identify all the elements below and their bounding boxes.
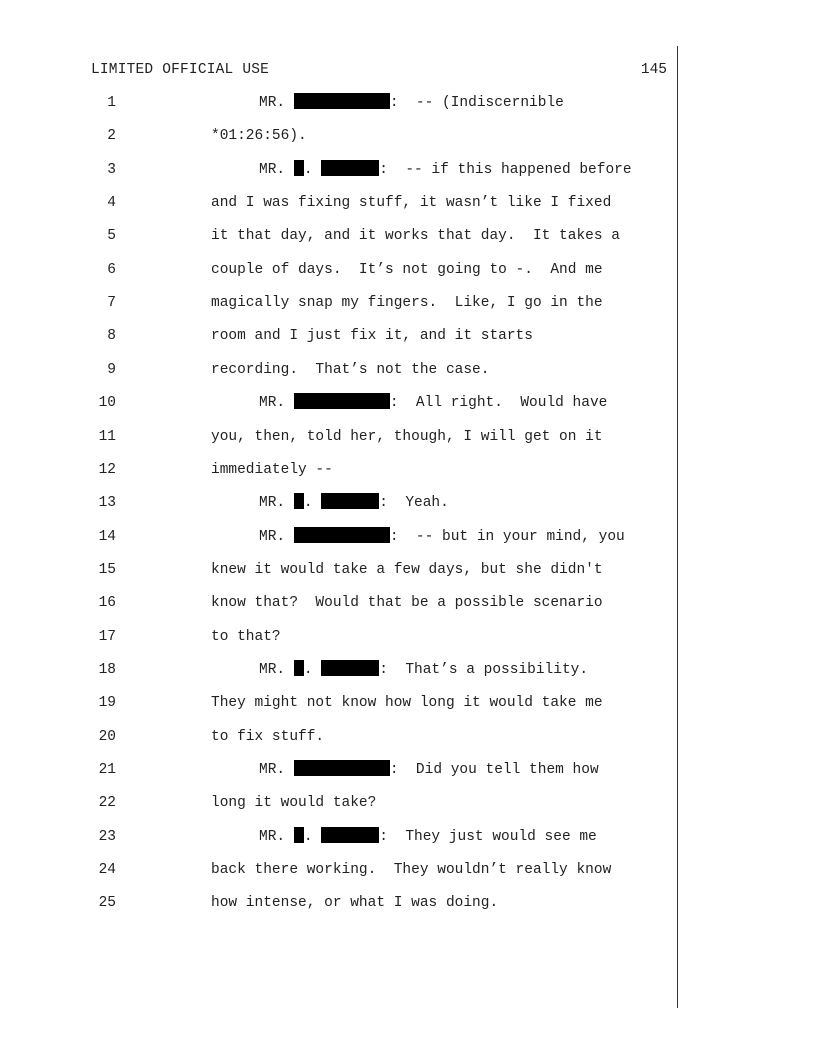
speaker-prefix: MR.	[259, 661, 294, 678]
transcript-line	[0, 859, 700, 881]
line-number: 2	[107, 128, 116, 145]
transcript-line	[0, 225, 700, 247]
line-number: 1	[107, 95, 116, 111]
line-number: 9	[107, 361, 116, 378]
transcript-line	[0, 259, 700, 281]
line-number: 13	[98, 495, 116, 512]
redaction-box	[321, 160, 379, 176]
speaker-prefix: MR.	[259, 495, 294, 512]
redaction-box	[294, 660, 304, 676]
line-number: 19	[98, 695, 116, 712]
line-number: 6	[107, 261, 116, 278]
line-number: 25	[98, 895, 116, 912]
line-number: 16	[98, 595, 116, 612]
speaker-prefix: MR.	[259, 95, 294, 111]
line-text: knew it would take a few days, but she didn't	[211, 561, 603, 578]
transcript-line	[0, 325, 700, 347]
transcript-line	[0, 759, 700, 781]
transcript-line	[0, 792, 700, 814]
spoken-text: : -- (Indiscernible	[389, 95, 564, 111]
line-text: long it would take?	[211, 795, 377, 812]
line-text: *01:26:56).	[211, 128, 307, 145]
line-text: to that?	[211, 628, 281, 645]
line-number: 12	[98, 461, 116, 478]
transcript-line	[0, 826, 700, 848]
line-number: 23	[98, 828, 116, 845]
redaction-box	[294, 93, 390, 109]
transcript-line	[0, 192, 700, 214]
speaker-line	[259, 392, 607, 414]
line-text: to fix stuff.	[211, 728, 325, 745]
line-text: it that day, and it works that day. It takes a	[211, 228, 620, 245]
line-text: They might not know how long it would take me	[211, 695, 603, 712]
transcript-line	[0, 292, 700, 314]
line-text: immediately --	[211, 461, 333, 478]
transcript-line	[0, 392, 700, 414]
transcript-line	[0, 892, 700, 914]
spoken-text: : -- but in your mind, you	[389, 528, 625, 545]
transcript-line	[0, 726, 700, 748]
spoken-text: : Yeah.	[379, 495, 449, 512]
speaker-prefix: MR.	[259, 528, 294, 545]
line-text: recording. That’s not the case.	[211, 361, 490, 378]
speaker-line	[259, 759, 599, 781]
redaction-box	[321, 827, 379, 843]
line-number: 22	[98, 795, 116, 812]
redaction-box	[294, 827, 304, 843]
initial-period: .	[303, 495, 322, 512]
speaker-line	[259, 659, 588, 681]
transcript-line	[0, 492, 700, 514]
spoken-text: : They just would see me	[379, 828, 597, 845]
line-number: 4	[107, 195, 116, 212]
transcript-line	[0, 359, 700, 381]
speaker-line	[259, 92, 564, 114]
line-text: magically snap my fingers. Like, I go in the	[211, 295, 603, 312]
line-number: 5	[107, 228, 116, 245]
redaction-box	[294, 160, 304, 176]
transcript-line	[0, 459, 700, 481]
line-number: 3	[107, 161, 116, 178]
line-number: 10	[98, 395, 116, 412]
speaker-prefix: MR.	[259, 762, 294, 778]
transcript-line	[0, 659, 700, 681]
transcript-line	[0, 125, 700, 147]
line-number: 21	[98, 762, 116, 778]
line-text: and I was fixing stuff, it wasn’t like I fixed	[211, 195, 612, 212]
initial-period: .	[303, 161, 322, 178]
speaker-prefix: MR.	[259, 161, 294, 178]
speaker-prefix: MR.	[259, 828, 294, 845]
transcript-line	[0, 159, 700, 181]
redaction-box	[294, 760, 390, 776]
line-text: room and I just fix it, and it starts	[211, 328, 533, 345]
transcript-line	[0, 626, 700, 648]
redaction-box	[294, 493, 304, 509]
redaction-box	[294, 527, 390, 543]
line-text: know that? Would that be a possible scenario	[211, 595, 603, 612]
speaker-line	[259, 159, 632, 181]
line-text: back there working. They wouldn’t really know	[211, 862, 612, 879]
initial-period: .	[303, 661, 322, 678]
line-number: 7	[107, 295, 116, 312]
speaker-line	[259, 826, 597, 848]
speaker-prefix: MR.	[259, 395, 294, 412]
transcript-line	[0, 526, 700, 548]
line-number: 15	[98, 561, 116, 578]
redaction-box	[321, 493, 379, 509]
transcript-line	[0, 692, 700, 714]
initial-period: .	[303, 828, 322, 845]
line-number: 18	[98, 661, 116, 678]
transcript-line	[0, 92, 700, 114]
spoken-text: : That’s a possibility.	[379, 661, 589, 678]
redaction-box	[294, 393, 390, 409]
classification-header: LIMITED OFFICIAL USE	[91, 62, 270, 78]
transcript-line	[0, 559, 700, 581]
line-text: couple of days. It’s not going to -. And me	[211, 261, 603, 278]
line-number: 11	[98, 428, 116, 445]
line-text: you, then, told her, though, I will get on it	[211, 428, 603, 445]
transcript-line	[0, 426, 700, 448]
line-number: 24	[98, 862, 116, 879]
spoken-text: : -- if this happened before	[379, 161, 632, 178]
speaker-line	[259, 526, 625, 548]
line-number: 8	[107, 328, 116, 345]
line-number: 20	[98, 728, 116, 745]
speaker-line	[259, 492, 449, 514]
transcript-line	[0, 592, 700, 614]
spoken-text: : All right. Would have	[389, 395, 608, 412]
line-text: how intense, or what I was doing.	[211, 895, 499, 912]
spoken-text: : Did you tell them how	[389, 762, 599, 778]
line-number: 17	[98, 628, 116, 645]
page-number: 145	[640, 62, 667, 78]
line-number: 14	[98, 528, 116, 545]
redaction-box	[321, 660, 379, 676]
